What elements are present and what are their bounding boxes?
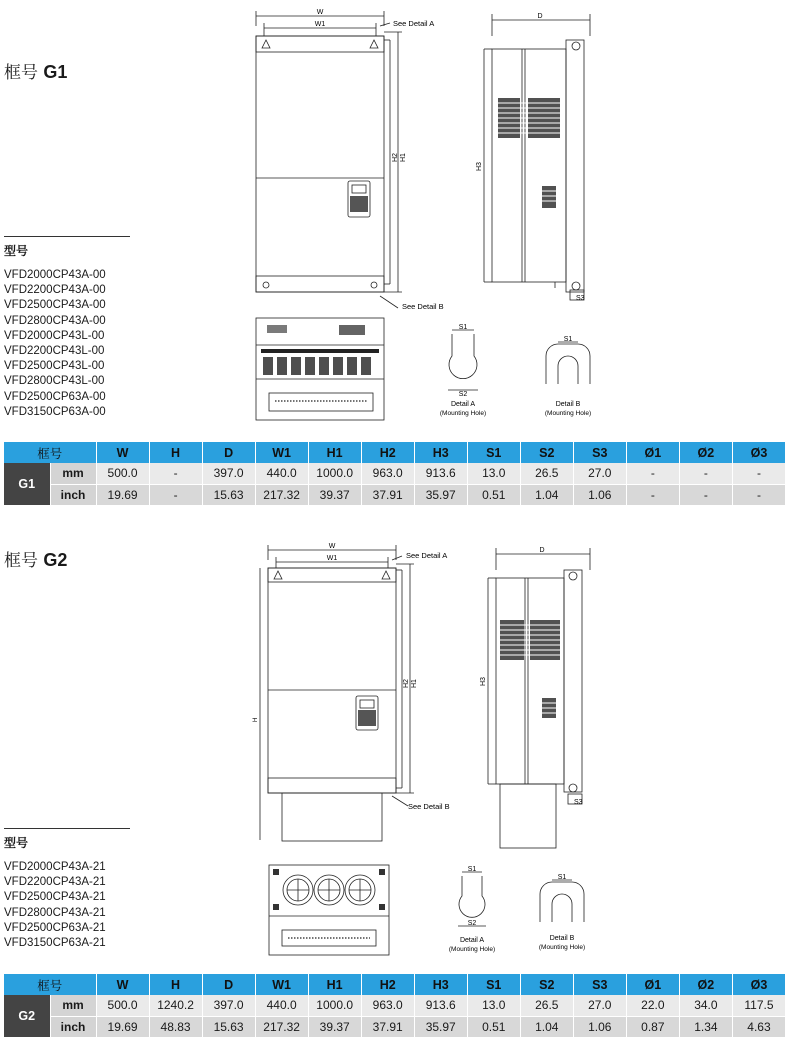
unit-cell: mm	[50, 463, 96, 484]
table-cell: -	[626, 484, 679, 505]
column-header: H3	[414, 442, 467, 463]
dim-h-label: H	[253, 717, 259, 722]
table-cell: -	[679, 463, 732, 484]
g1-spec-table	[4, 442, 786, 506]
table-cell: -	[149, 484, 202, 505]
table-cell: 39.37	[308, 484, 361, 505]
dim-s2-label: S2	[467, 920, 477, 927]
detail-a-label: Detail A	[459, 937, 485, 944]
table-cell: 1000.0	[308, 995, 361, 1016]
model-item: VFD2500CP43L-00	[4, 360, 105, 373]
column-header: H2	[361, 974, 414, 995]
g2-side-view	[470, 540, 600, 850]
table-cell: 27.0	[573, 995, 626, 1016]
model-list-header: 型号	[4, 828, 130, 852]
table-cell: 22.0	[626, 995, 679, 1016]
table-cell: 1240.2	[149, 995, 202, 1016]
table-cell: 0.51	[467, 484, 520, 505]
table-cell: 1.04	[520, 1016, 573, 1037]
dim-d-label: D	[537, 13, 543, 20]
table-cell: 35.97	[414, 484, 467, 505]
dim-w1-label: W1	[326, 555, 338, 562]
see-detail-a-label: See Detail A	[393, 19, 435, 28]
column-header: H3	[414, 974, 467, 995]
dim-s1-label: S1	[557, 874, 567, 881]
mounting-hole-label: (Mounting Hole)	[439, 410, 487, 417]
frame-title-prefix: 框号	[4, 63, 38, 83]
g1-front-view	[240, 6, 450, 311]
dim-h3-label: H3	[476, 162, 483, 171]
table-cell: 37.91	[361, 484, 414, 505]
frame-title-code: G1	[43, 62, 68, 82]
model-item: VFD2000CP43A-00	[4, 269, 106, 281]
unit-cell: mm	[50, 995, 96, 1016]
table-cell: 48.83	[149, 1016, 202, 1037]
g2-model-list	[4, 828, 130, 951]
table-cell: 13.0	[467, 995, 520, 1016]
model-item: VFD3150CP63A-00	[4, 405, 106, 418]
model-item: VFD2800CP43A-00	[4, 314, 106, 327]
table-cell: 27.0	[573, 463, 626, 484]
column-header: D	[202, 442, 255, 463]
table-cell: 26.5	[520, 995, 573, 1016]
see-detail-b-label: See Detail B	[408, 802, 450, 811]
table-cell: 963.0	[361, 463, 414, 484]
g2-detail-a	[440, 862, 510, 958]
table-cell: 13.0	[467, 463, 520, 484]
unit-cell: inch	[50, 1016, 96, 1037]
table-cell: 440.0	[255, 995, 308, 1016]
table-cell: 117.5	[732, 995, 785, 1016]
table-cell: -	[732, 484, 785, 505]
model-item: VFD2200CP43A-21	[4, 876, 106, 889]
detail-a-label: Detail A	[450, 401, 476, 408]
g1-detail-a	[430, 320, 500, 420]
detail-b-label: Detail B	[555, 401, 581, 408]
mounting-hole-label: (Mounting Hole)	[448, 946, 496, 953]
column-header: Ø2	[679, 974, 732, 995]
column-header: S3	[573, 442, 626, 463]
column-header: S3	[573, 974, 626, 995]
column-header: W	[96, 442, 149, 463]
table-cell: 34.0	[679, 995, 732, 1016]
column-header: W1	[255, 974, 308, 995]
frame-title-prefix: 框号	[4, 551, 38, 571]
table-cell: 397.0	[202, 995, 255, 1016]
column-header: S2	[520, 442, 573, 463]
table-cell: -	[679, 484, 732, 505]
column-header: D	[202, 974, 255, 995]
table-cell: 37.91	[361, 1016, 414, 1037]
unit-cell: inch	[50, 484, 96, 505]
table-cell: 913.6	[414, 995, 467, 1016]
column-header: H1	[308, 974, 361, 995]
dim-w1-label: W1	[314, 21, 326, 28]
model-item: VFD2200CP43L-00	[4, 345, 105, 358]
column-header: W	[96, 974, 149, 995]
g1-bottom-view	[255, 317, 387, 423]
dim-w-label: W	[328, 543, 336, 550]
table-cell: 963.0	[361, 995, 414, 1016]
dim-h2-label: H2	[392, 153, 399, 162]
dim-d-label: D	[539, 547, 545, 554]
table-cell: 217.32	[255, 484, 308, 505]
table-cell: 15.63	[202, 484, 255, 505]
table-cell: 35.97	[414, 1016, 467, 1037]
g2-detail-b	[526, 874, 596, 960]
frame-cell: G2	[4, 995, 50, 1037]
table-row	[4, 463, 786, 484]
column-header: H	[149, 442, 202, 463]
frame-g2-title	[4, 546, 67, 571]
column-header: Ø1	[626, 442, 679, 463]
column-header: H	[149, 974, 202, 995]
table-cell: 440.0	[255, 463, 308, 484]
table-cell: 19.69	[96, 484, 149, 505]
g2-front-view	[252, 540, 462, 850]
table-corner-header: 框号	[4, 442, 96, 463]
column-header: S1	[467, 442, 520, 463]
dim-s1-label: S1	[458, 324, 468, 331]
table-cell: 1000.0	[308, 463, 361, 484]
model-item: VFD2500CP43A-00	[4, 299, 106, 312]
dim-s3-label: S3	[576, 295, 585, 302]
g1-model-list	[4, 236, 130, 420]
column-header: W1	[255, 442, 308, 463]
table-cell: 217.32	[255, 1016, 308, 1037]
table-header-row	[4, 974, 786, 995]
table-cell: 500.0	[96, 995, 149, 1016]
column-header: Ø3	[732, 442, 785, 463]
g2-spec-table	[4, 974, 786, 1038]
table-cell: 19.69	[96, 1016, 149, 1037]
table-corner-header: 框号	[4, 974, 96, 995]
dim-s1-label: S1	[467, 866, 477, 873]
see-detail-a-label: See Detail A	[406, 551, 448, 560]
column-header: S2	[520, 974, 573, 995]
dim-h1-label: H1	[400, 153, 407, 162]
table-cell: -	[732, 463, 785, 484]
model-item: VFD2000CP43A-21	[4, 861, 106, 873]
model-item: VFD2500CP63A-21	[4, 921, 106, 934]
table-cell: 26.5	[520, 463, 573, 484]
table-row	[4, 1016, 786, 1037]
table-cell: 4.63	[732, 1016, 785, 1037]
model-list-header: 型号	[4, 236, 130, 260]
model-item: VFD2500CP63A-00	[4, 390, 106, 403]
model-item: VFD2800CP43A-21	[4, 906, 106, 919]
dim-h2-label: H2	[403, 679, 410, 688]
dim-s1-label: S1	[563, 336, 573, 343]
see-detail-b-label: See Detail B	[402, 302, 444, 311]
column-header: H2	[361, 442, 414, 463]
table-cell: 0.87	[626, 1016, 679, 1037]
frame-g1-title	[4, 58, 67, 83]
table-cell: 0.51	[467, 1016, 520, 1037]
table-row	[4, 484, 786, 505]
table-cell: 1.34	[679, 1016, 732, 1037]
table-header-row	[4, 442, 786, 463]
g1-side-view	[470, 6, 600, 306]
table-cell: -	[149, 463, 202, 484]
dim-h3-label: H3	[480, 677, 487, 686]
table-cell: -	[626, 463, 679, 484]
model-item: VFD2500CP43A-21	[4, 891, 106, 904]
model-item: VFD3150CP63A-21	[4, 937, 106, 950]
detail-b-label: Detail B	[549, 935, 575, 942]
mounting-hole-label: (Mounting Hole)	[538, 944, 586, 951]
table-cell: 397.0	[202, 463, 255, 484]
g1-detail-b	[532, 336, 602, 422]
column-header: S1	[467, 974, 520, 995]
mounting-hole-label: (Mounting Hole)	[544, 410, 592, 417]
column-header: Ø2	[679, 442, 732, 463]
column-header: H1	[308, 442, 361, 463]
model-item: VFD2000CP43L-00	[4, 329, 105, 342]
g2-bottom-view	[268, 864, 392, 958]
table-cell: 39.37	[308, 1016, 361, 1037]
dim-h1-label: H1	[411, 679, 418, 688]
frame-title-code: G2	[43, 550, 68, 570]
dim-s2-label: S2	[458, 391, 468, 398]
dim-s3-label: S3	[574, 799, 583, 806]
table-cell: 1.06	[573, 484, 626, 505]
dim-w-label: W	[316, 9, 324, 16]
column-header: Ø3	[732, 974, 785, 995]
frame-cell: G1	[4, 463, 50, 505]
table-cell: 1.06	[573, 1016, 626, 1037]
model-item: VFD2800CP43L-00	[4, 375, 105, 388]
column-header: Ø1	[626, 974, 679, 995]
table-cell: 1.04	[520, 484, 573, 505]
model-item: VFD2200CP43A-00	[4, 284, 106, 297]
table-cell: 15.63	[202, 1016, 255, 1037]
table-cell: 500.0	[96, 463, 149, 484]
table-cell: 913.6	[414, 463, 467, 484]
table-row	[4, 995, 786, 1016]
